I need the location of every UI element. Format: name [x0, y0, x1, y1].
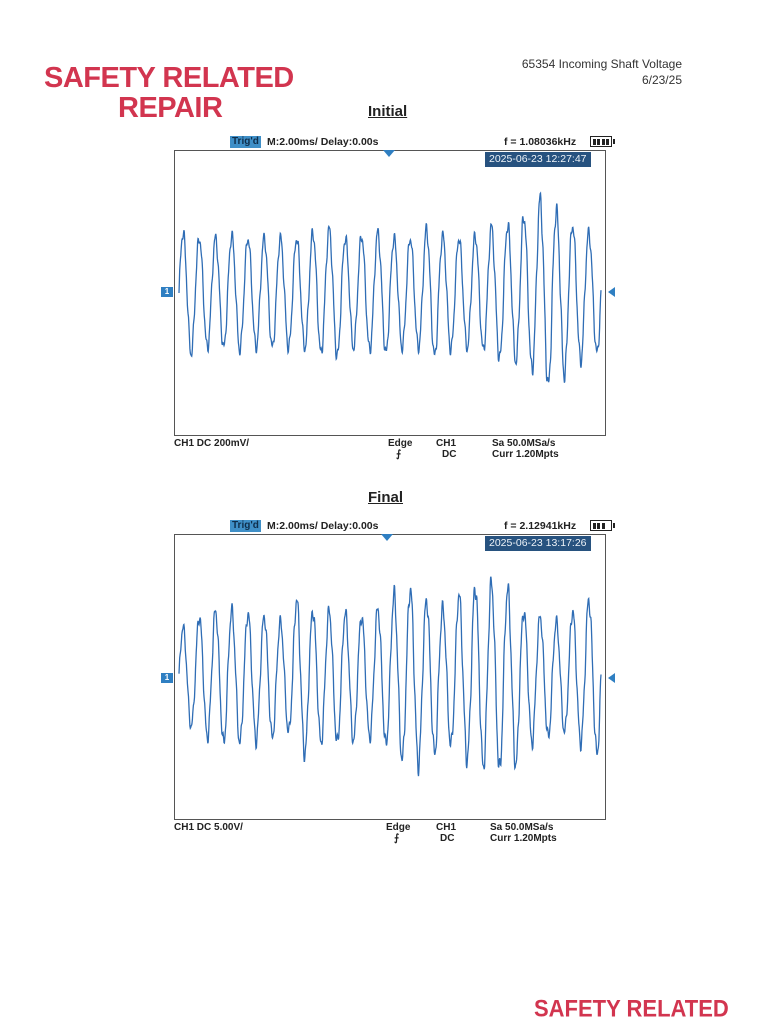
trigger-status-badge: Trig'd	[232, 520, 259, 531]
timebase-readout: M:2.00ms/ Delay:0.00s	[267, 136, 379, 148]
battery-icon	[590, 520, 612, 531]
waveform-trace	[175, 535, 605, 819]
trigger-type: Edge	[388, 438, 413, 449]
trigger-coupling: DC	[442, 449, 457, 460]
memory-depth: Curr 1.20Mpts	[490, 833, 557, 844]
timestamp-badge: 2025-06-23 12:27:47	[485, 152, 591, 167]
trigger-level-icon	[608, 287, 615, 297]
memory-depth: Curr 1.20Mpts	[492, 449, 559, 460]
timestamp-badge: 2025-06-23 13:17:26	[485, 536, 591, 551]
trigger-level-icon	[608, 673, 615, 683]
waveform-line	[179, 577, 601, 776]
final-scope-capture	[164, 518, 604, 848]
sample-rate: Sa 50.0MSa/s	[490, 822, 554, 833]
document-header	[522, 56, 682, 88]
document-title: 65354 Incoming Shaft Voltage	[521, 57, 682, 71]
channel-marker-icon: 1	[161, 287, 173, 297]
timebase-readout: M:2.00ms/ Delay:0.00s	[267, 520, 379, 532]
scope-screen	[164, 150, 606, 436]
trigger-coupling: DC	[440, 833, 455, 844]
trigger-slope-icon: ⨍	[394, 833, 400, 844]
initial-title: Initial	[368, 103, 408, 120]
sample-rate: Sa 50.0MSa/s	[492, 438, 556, 449]
frequency-readout: f = 2.12941kHz	[504, 520, 577, 532]
battery-icon	[590, 136, 612, 147]
channel-scale: CH1 DC 200mV/	[174, 438, 250, 449]
document-date: 6/23/25	[641, 73, 682, 87]
trigger-position-icon	[381, 534, 393, 541]
scope-screen	[164, 534, 606, 820]
channel-scale: CH1 DC 5.00V/	[174, 822, 243, 833]
trigger-source: CH1	[436, 822, 457, 833]
initial-scope-capture	[164, 134, 604, 464]
trigger-slope-icon: ⨍	[396, 449, 402, 460]
final-title: Final	[368, 489, 404, 506]
safety-related-stamp-bottom: SAFETY RELATED	[534, 994, 729, 1023]
channel-marker-icon: 1	[161, 673, 173, 683]
trigger-source: CH1	[436, 438, 457, 449]
trigger-status-badge: Trig'd	[232, 136, 259, 147]
waveform-trace	[175, 151, 605, 435]
repair-stamp: REPAIR	[118, 92, 223, 124]
trigger-type: Edge	[386, 822, 411, 833]
frequency-readout: f = 1.08036kHz	[504, 136, 577, 148]
safety-related-stamp: SAFETY RELATED	[44, 62, 294, 94]
waveform-line	[179, 193, 601, 383]
trigger-position-icon	[383, 150, 395, 157]
